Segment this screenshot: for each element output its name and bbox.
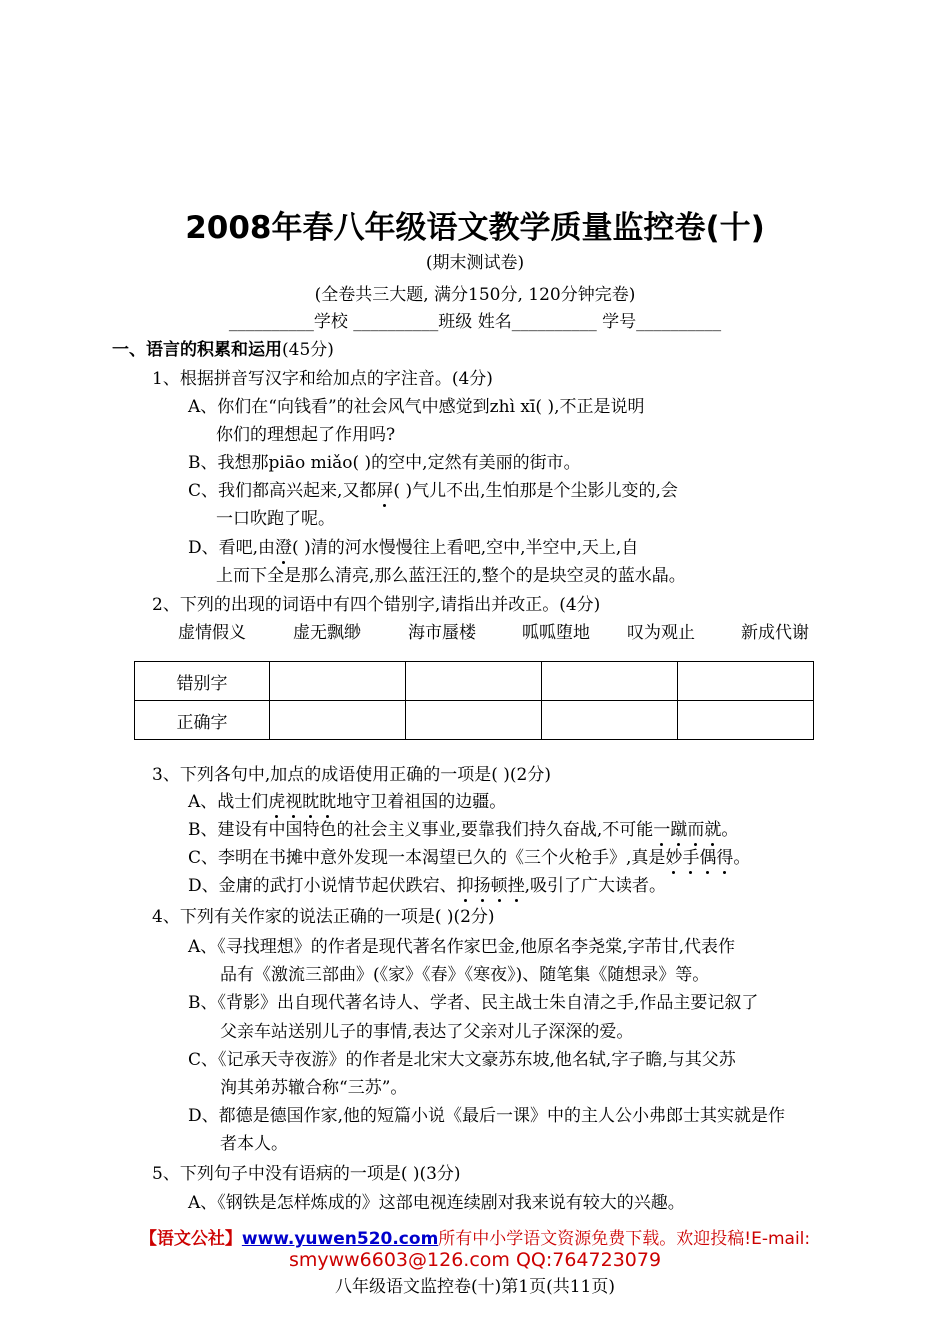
q4-option-c-line1: C、《记承天寺夜游》的作者是北宋大文豪苏东坡,他名轼,字子瞻,与其父苏: [188, 1050, 736, 1070]
footer-url[interactable]: www.yuwen520.com: [241, 1229, 439, 1249]
answer-cell[interactable]: [678, 662, 814, 701]
answer-cell[interactable]: [678, 701, 814, 740]
dotted-char: 一: [653, 820, 671, 840]
answer-cell[interactable]: [542, 701, 678, 740]
answer-cell[interactable]: [270, 701, 406, 740]
answer-cell[interactable]: [270, 662, 406, 701]
dotted-char: 就: [704, 820, 722, 840]
q2-word: 叹为观止: [627, 623, 695, 643]
dotted-char: 眈: [302, 792, 320, 812]
footer-contact: smyww6603@126.com QQ:764723079: [288, 1249, 662, 1271]
q2-word: 虚无飘缈: [293, 623, 361, 643]
student-info-fields: __________学校 __________班级 姓名__________ 学号__________: [228, 312, 722, 332]
q2-stem: 2、下列的出现的词语中有四个错别字,请指出并改正。(4分): [152, 595, 601, 615]
footer-page-info: 八年级语文监控卷(十)第1页(共11页): [335, 1277, 615, 1297]
q4-option-d-line2: 者本人。: [220, 1134, 288, 1154]
answer-cell[interactable]: [406, 662, 542, 701]
footer-ad-line: [0, 1224, 950, 1249]
row-header-correct: 正确字: [135, 701, 270, 740]
q2-word: 虚情假义: [178, 623, 246, 643]
dotted-char: 屏: [376, 481, 394, 501]
section-heading: [112, 339, 334, 361]
dotted-char: 眈: [319, 792, 337, 812]
dotted-char: 扬: [473, 876, 491, 896]
q3-stem: 3、下列各句中,加点的成语使用正确的一项是( )(2分): [152, 765, 551, 785]
q2-word: 海市蜃楼: [408, 623, 476, 643]
q1-option-a-line2: 你们的理想起了作用吗?: [216, 425, 396, 445]
q1-option-b: B、我想那piāo miǎo( )的空中,定然有美丽的街市。: [188, 453, 581, 473]
dotted-idiom: [268, 792, 336, 812]
exam-note: (全卷共三大题, 满分150分, 120分钟完卷): [314, 285, 636, 305]
q4-option-c-line2: 洵其弟苏辙合称“三苏”。: [220, 1078, 408, 1098]
q3-option-c: C、李明在书摊中意外发现一本渴望已久的《三个火枪手》,真是妙手偶得。: [188, 848, 751, 868]
dotted-char: 偶: [699, 848, 717, 868]
dotted-char: 挫: [507, 876, 525, 896]
answer-cell[interactable]: [406, 701, 542, 740]
dotted-char: 得: [716, 848, 734, 868]
q2-word: 新成代谢: [741, 623, 809, 643]
subtitle: (期末测试卷): [425, 253, 525, 273]
footer-brand: 【语文公社】: [139, 1229, 242, 1249]
q3-option-b: B、建设有中国特色的社会主义事业,要靠我们持久奋战,不可能一蹴而就。: [188, 820, 739, 840]
table-row: [135, 701, 814, 740]
dotted-char: 视: [285, 792, 303, 812]
dotted-idiom: [665, 848, 733, 868]
answer-cell[interactable]: [542, 662, 678, 701]
dotted-char: 而: [687, 820, 705, 840]
section-score: (45分): [282, 340, 334, 360]
q1-option-d-line2: 上而下全是那么清亮,那么蓝汪汪的,整个的是块空灵的蓝水晶。: [216, 566, 686, 586]
q4-option-a-line2: 品有《激流三部曲》(《家》《春》《寒夜》)、随笔集《随想录》等。: [220, 965, 710, 985]
q5-option-a: A、《钢铁是怎样炼成的》这部电视连续剧对我来说有较大的兴趣。: [188, 1193, 685, 1213]
q2-word: 呱呱堕地: [522, 623, 590, 643]
q1-option-a-line1: A、你们在“向钱看”的社会风气中感觉到zhì xī( ),不正是说明: [188, 397, 645, 417]
q4-option-b-line2: 父亲车站送别儿子的事情,表达了父亲对儿子深深的爱。: [220, 1022, 634, 1042]
q5-stem: 5、下列句子中没有语病的一项是( )(3分): [152, 1164, 461, 1184]
dotted-char: 手: [682, 848, 700, 868]
q1-stem: 1、根据拼音写汉字和给加点的字注音。(4分): [152, 369, 493, 389]
correction-table: [134, 661, 814, 740]
q1-option-d-line1: D、看吧,由澄( )清的河水慢慢往上看吧,空中,半空中,天上,自: [188, 538, 639, 558]
q4-option-a-line1: A、《寻找理想》的作者是现代著名作家巴金,他原名李尧棠,字芾甘,代表作: [188, 937, 735, 957]
dotted-char: 蹴: [670, 820, 688, 840]
dotted-idiom: [653, 820, 721, 840]
q1-option-c-line2: 一口吹跑了呢。: [216, 509, 335, 529]
table-row: [135, 662, 814, 701]
dotted-char: 虎: [268, 792, 286, 812]
dotted-char: 妙: [665, 848, 683, 868]
dotted-char: 抑: [456, 876, 474, 896]
page-title: 2008年春八年级语文教学质量监控卷(十): [185, 210, 765, 246]
dotted-char: 澄: [275, 538, 293, 558]
footer-promo: 所有中小学语文资源免费下载。欢迎投稿!E-mail:: [438, 1229, 811, 1249]
q3-option-a: A、战士们虎视眈眈地守卫着祖国的边疆。: [188, 792, 507, 812]
q4-option-b-line1: B、《背影》出自现代著名诗人、学者、民主战士朱自清之手,作品主要记叙了: [188, 993, 759, 1013]
row-header-wrong: 错别字: [135, 662, 270, 701]
q1-option-c-line1: C、我们都高兴起来,又都屏( )气儿不出,生怕那是个尘影儿变的,会: [188, 481, 678, 501]
q3-option-d: D、金庸的武打小说情节起伏跌宕、抑扬顿挫,吸引了广大读者。: [188, 876, 667, 896]
q4-option-d-line1: D、都德是德国作家,他的短篇小说《最后一课》中的主人公小弗郎士其实就是作: [188, 1106, 786, 1126]
dotted-idiom: [457, 876, 525, 896]
section-title: 一、语言的积累和运用: [112, 340, 282, 360]
q4-stem: 4、下列有关作家的说法正确的一项是( )(2分): [152, 907, 495, 927]
dotted-char: 顿: [490, 876, 508, 896]
